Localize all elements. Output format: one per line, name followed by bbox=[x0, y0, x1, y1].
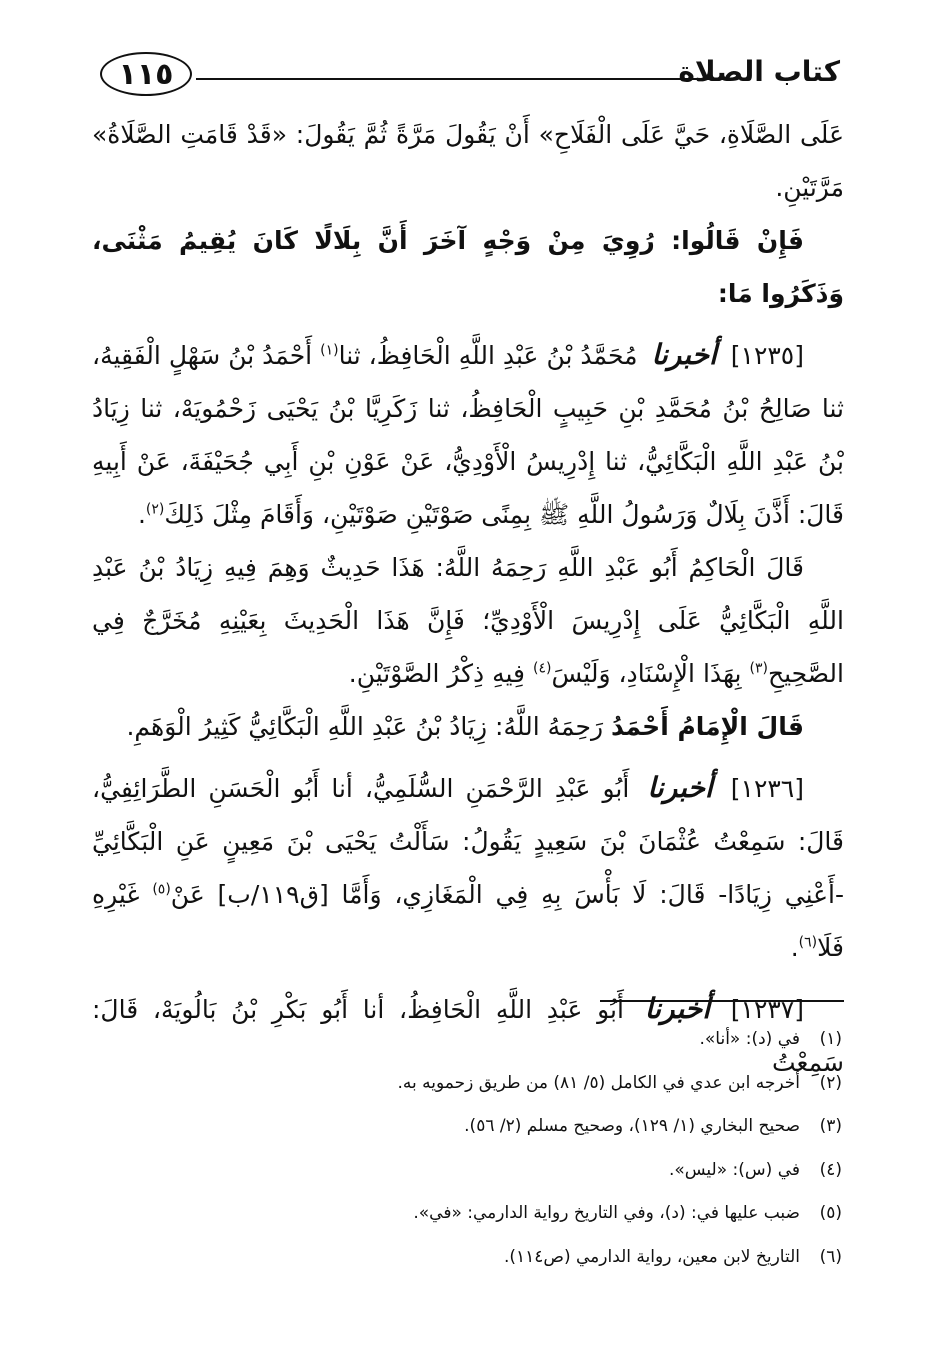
comment-text: قَالَ الْحَاكِمُ أَبُو عَبْدِ اللَّهِ رَحِمَهُ اللَّهُ: هَذَا حَدِيثٌ وَهِمَ فِيهِ زِيَادُ بْنُ عَبْدِ اللَّهِ الْبَكَّائِيُّ عَلَى إِدْرِيسَ الْأَوْدِيِّ؛ فَإِنَّ هَذَا الْحَدِيثَ بِعَيْنِهِ مُخَرَّجٌ فِي الصَّحِيحِ bbox=[92, 553, 844, 688]
footnote-text: في (د): «أنا». bbox=[699, 1029, 800, 1049]
akhbarana-label: أخبرنا bbox=[644, 992, 710, 1025]
footnote-number: (١) bbox=[819, 1029, 842, 1049]
comment-text: فِيهِ ذِكْرُ الصَّوْتَيْنِ. bbox=[348, 659, 526, 688]
imam-label: قَالَ الْإِمَامُ أَحْمَدُ bbox=[610, 712, 804, 741]
footnote-number: (٢) bbox=[819, 1072, 842, 1093]
footnotes bbox=[150, 1018, 842, 1279]
footnote-item bbox=[150, 1062, 842, 1106]
footnote-item bbox=[150, 1192, 842, 1236]
footnote-ref[interactable]: (٢) bbox=[145, 501, 165, 518]
hadith-number: [١٢٣٦] bbox=[730, 774, 804, 803]
footnote-item bbox=[150, 1236, 842, 1280]
hadith-number: [١٢٣٥] bbox=[730, 341, 804, 370]
page-header bbox=[100, 44, 840, 108]
akhbarana-label: أخبرنا bbox=[647, 771, 713, 804]
hakim-comment bbox=[92, 541, 844, 700]
footnote-ref[interactable]: (٣) bbox=[749, 660, 768, 677]
hadith-text: غَيْرِهِ فَلَا bbox=[92, 880, 844, 962]
akhbarana-label: أخبرنا bbox=[651, 338, 717, 371]
hadith-1236 bbox=[92, 761, 844, 974]
page-number: ١١٥ bbox=[100, 52, 192, 96]
footnote-text: التاريخ لابن معين، رواية الدارمي (ص١١٤). bbox=[503, 1246, 800, 1267]
footnote-number: (٣) bbox=[819, 1116, 842, 1136]
hadith-text: أَحْمَدُ بْنُ سَهْلٍ الْفَقِيهُ، ثنا صَالِحُ بْنُ مُحَمَّدِ بْنِ حَبِيبٍ الْحَافِظُ، ثنا زَكَرِيَّا بْنُ يَحْيَى زَحْمُويَهْ، ثنا زِيَادُ بْنُ عَبْدِ اللَّهِ الْبَكَّائِيُّ، ثنا إِدْرِيسُ الْأَوْدِيُّ، عَنْ عَوْنِ بْنِ أَبِي جُحَيْفَةَ، عَنْ أَبِيهِ قَالَ: أَذَّنَ بِلَالٌ وَرَسُولُ اللَّهِ ﷺ بِمِنًى صَوْتَيْنِ صَوْتَيْنِ، وَأَقَامَ مِثْلَ ذَلِكَ bbox=[92, 341, 844, 529]
footnote-item bbox=[150, 1018, 842, 1062]
imam-ahmad-comment bbox=[92, 700, 844, 753]
hadith-number: [١٢٣٧] bbox=[730, 995, 804, 1024]
text-line: عَلَى الصَّلَاةِ، حَيَّ عَلَى الْفَلَاحِ» أَنْ يَقُولَ مَرَّةً ثُمَّ يَقُولَ: «قَدْ قَامَتِ الصَّلَاةُ» bbox=[92, 120, 844, 149]
footnote-ref[interactable]: (٤) bbox=[532, 660, 552, 677]
footnote-divider bbox=[600, 1000, 844, 1002]
footnote-ref[interactable]: (٥) bbox=[152, 881, 171, 898]
footnote-text: أخرجه ابن عدي في الكامل (٥/ ٨١) من طريق زحمويه به. bbox=[397, 1072, 800, 1093]
footnote-item bbox=[150, 1105, 842, 1149]
hadith-text: مُحَمَّدُ بْنُ عَبْدِ اللَّهِ الْحَافِظُ، ثنا bbox=[338, 341, 638, 370]
text-line: مَرَّتَيْنِ. bbox=[775, 173, 844, 202]
heading-text: فَإِنْ قَالُوا: رُوِيَ مِنْ وَجْهٍ آخَرَ أَنَّ بِلَالًا كَانَ يُقِيمُ مَثْنَى، وَذَكَرُوا مَا: bbox=[92, 226, 844, 308]
comment-text: بِهَذَا الْإِسْنَادِ، وَلَيْسَ bbox=[551, 659, 742, 688]
comment-text: رَحِمَهُ اللَّهُ: زِيَادُ بْنُ عَبْدِ اللَّهِ الْبَكَّائِيُّ كَثِيرُ الْوَهَمِ. bbox=[126, 712, 604, 741]
hadith-text: أَبُو عَبْدِ الرَّحْمَنِ السُّلَمِيُّ، أنا أَبُو الْحَسَنِ الطَّرَائِفِيُّ، قَالَ: سَمِعْتُ عُثْمَانَ بْنَ سَعِيدٍ يَقُولُ: سَأَلْتُ يَحْيَى بْنَ مَعِينٍ عَنِ الْبَكَّائِيِّ -أَعْنِي زِيَادًا- قَالَ: لَا بَأْسَ بِهِ فِي الْمَغَازِي، وَأَمَّا [ق١١٩/ب] عَنْ bbox=[92, 774, 845, 909]
hadith-1235 bbox=[92, 328, 844, 541]
header-divider bbox=[196, 78, 732, 80]
footnote-ref[interactable]: (١) bbox=[320, 342, 339, 359]
footnote-number: (٥) bbox=[819, 1203, 842, 1223]
sentence-end: . bbox=[790, 933, 799, 962]
footnote-text: صحيح البخاري (١/ ١٢٩)، وصحيح مسلم (٢/ ٥٦). bbox=[464, 1116, 800, 1136]
main-text bbox=[92, 108, 844, 1089]
continuation-paragraph bbox=[92, 108, 844, 214]
objection-heading bbox=[92, 214, 844, 320]
footnote-ref[interactable]: (٦) bbox=[798, 934, 818, 951]
footnote-item bbox=[150, 1149, 842, 1193]
sentence-end: . bbox=[137, 500, 146, 529]
footnote-text: في (س): «ليس». bbox=[668, 1159, 800, 1180]
footnote-number: (٤) bbox=[819, 1159, 842, 1180]
footnote-text: ضبب عليها في: (د)، وفي التاريخ رواية الدارمي: «في». bbox=[413, 1203, 800, 1223]
hadith-text: أَبُو عَبْدِ اللَّهِ الْحَافِظُ، أنا أَبُو بَكْرِ بْنُ بَالُويَهْ، قَالَ: سَمِعْتُ bbox=[92, 995, 844, 1077]
running-title: كتاب الصلاة bbox=[678, 55, 840, 88]
footnote-number: (٦) bbox=[819, 1246, 842, 1267]
